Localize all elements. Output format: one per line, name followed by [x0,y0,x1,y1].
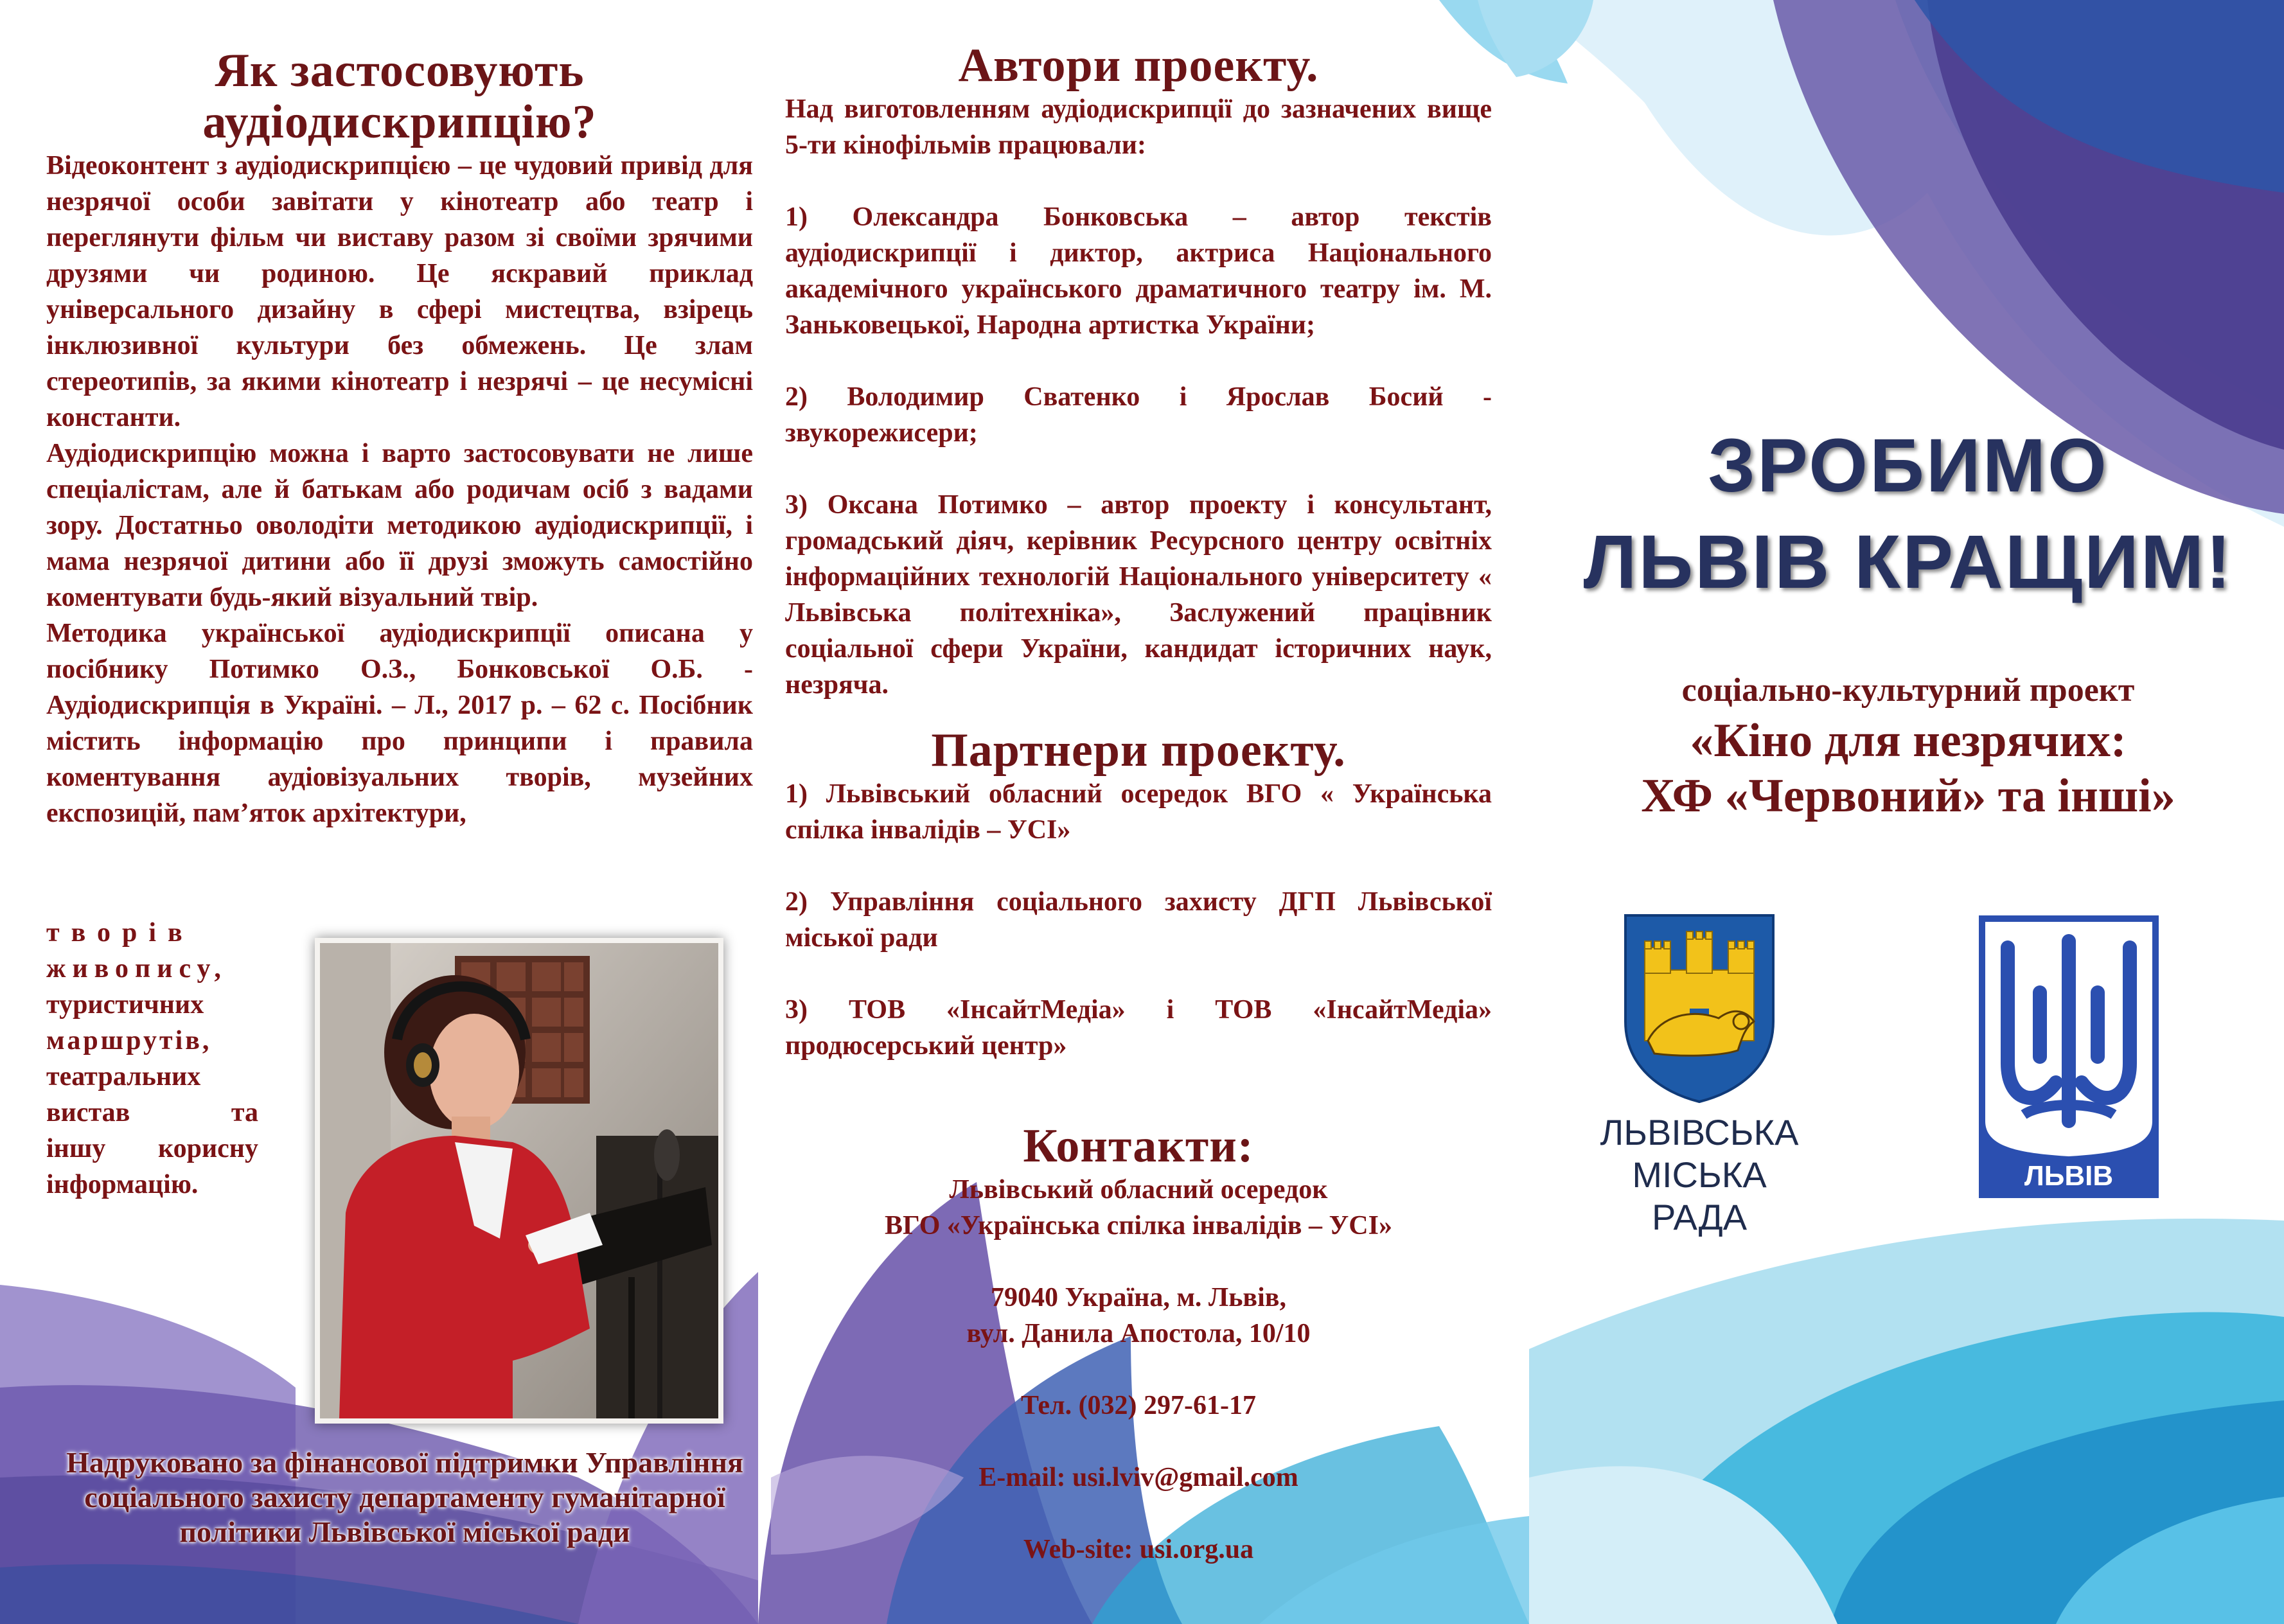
partner-item: 3) ТОВ «ІнсайтМедіа» і ТОВ «ІнсайтМедіа» продюсерський центр» [785,995,1492,1061]
left-wrap-text [46,915,258,1203]
title-line-2: ЛЬВІВ КРАЩИМ! [1583,520,2233,605]
funding-note: Надруковано за фінансової підтримки Управління соціального захисту департаменту гуманітарної політики Львівської міської ради [66,1446,743,1548]
contact-address: 79040 Україна, м. Львів, [991,1283,1286,1312]
usi-logo-label: ЛЬВІВ [2024,1160,2114,1192]
left-paragraph-2: Аудіодискрипцію можна і варто застосовувати не лише спеціалістам, але й батькам або родичам осіб з вадами зору. Достатньо оволодіти методикою аудіодискрипції, і мама незрячої дитини або її друзі зможуть самостійно коментувати будь-який візуальний твір. [46,439,753,612]
project-subtitle [1542,668,2274,824]
wrap-line: театральних [46,1062,201,1091]
left-paragraph-1: Відеоконтент з аудіодискрипцією – це чудовий привід для незрячої особи завітати у кінотеатр або театр і переглянути фільм чи виставу разом зі своїми зрячими друзями чи родиною. Це яскравий приклад універсального дизайну в сфері мистецтва, взірець інклюзивної культури без обмежень. Це злам стереотипів, за якими кінотеатр і незрячі – це несумісні константи. [46,151,753,432]
contact-website: Web-site: usi.org.ua [1023,1535,1254,1564]
authors-intro: Над виготовленням аудіодискрипції до зазначених вище 5-ти кінофільмів працювали: [785,94,1492,160]
partner-item: 2) Управління соціального захисту ДГП Львівської міської ради [785,887,1492,953]
left-paragraph-3: Методика української аудіодискрипції описана у посібнику Потимко О.З., Бонковської О.Б. - Аудіодискрипція в Україні. – Л., 2017 р. – 62 с. Посібник містить інформацію про принципи і правила коментування аудіовізуальних творів, музейних експозицій, пам’яток архітектури, [46,619,753,828]
wrap-line: туристичних [46,990,204,1019]
subtitle-line-3: ХФ «Червоний» та інші» [1641,770,2175,822]
audio-description-heading: Як застосовують аудіодискрипцію? [202,44,597,148]
authors-heading: Автори проекту. [958,39,1319,92]
contact-org-line: ВГО «Українська спілка інвалідів – УСІ» [885,1211,1392,1240]
contact-address: вул. Данила Апостола, 10/10 [966,1319,1311,1348]
wrap-line: інформацію. [46,1170,199,1199]
partner-item: 1) Львівський обласний осередок ВГО « Українська спілка інвалідів – УСІ» [785,779,1492,845]
partners-heading: Партнери проекту. [931,724,1346,777]
left-panel [46,45,753,831]
narrator-photo [315,938,723,1424]
contacts-heading: Контакти: [1023,1120,1254,1172]
wrap-line: живопису, [46,954,227,984]
city-label-line-1: ЛЬВІВСЬКА [1600,1112,1799,1152]
wrap-line: творів [46,918,194,948]
main-title [1568,418,2249,610]
wrap-line: маршрутів, [46,1026,212,1055]
author-item: 3) Оксана Потимко – автор проекту і консультант, громадський діяч, керівник Ресурсного центру освітніх інформаційних технологій Національного університету « Львівська політехніка», Заслужений працівник соціальної сфери України, кандидат історичних наук, незряча. [785,490,1492,700]
subtitle-line-1: соціально-культурний проект [1681,672,2135,709]
title-line-1: ЗРОБИМО [1708,423,2109,508]
contact-phone: Тел. (032) 297-61-17 [1020,1391,1257,1420]
contact-email: E-mail: usi.lviv@gmail.com [978,1463,1298,1492]
usi-lviv-logo-icon [1979,915,2159,1198]
middle-panel [785,40,1492,1567]
lviv-city-council-label [1587,1111,1812,1239]
lviv-coat-of-arms-icon [1622,912,1776,1105]
author-item: 2) Володимир Сватенко і Ярослав Босий - звукорежисери; [785,382,1492,448]
wrap-line: вистав та [46,1098,258,1127]
subtitle-line-2: «Кіно для незрячих: [1690,714,2127,767]
contact-org-line: Львівський обласний осередок [949,1175,1328,1205]
city-label-line-2: МІСЬКА РАДА [1632,1154,1767,1237]
author-item: 1) Олександра Бонковська – автор текстів аудіодискрипції і диктор, актриса Національного академічного українського драматичного театру ім. М. Заньковецької, Народна артистка України; [785,202,1492,340]
wrap-line: іншу корисну [46,1134,258,1163]
